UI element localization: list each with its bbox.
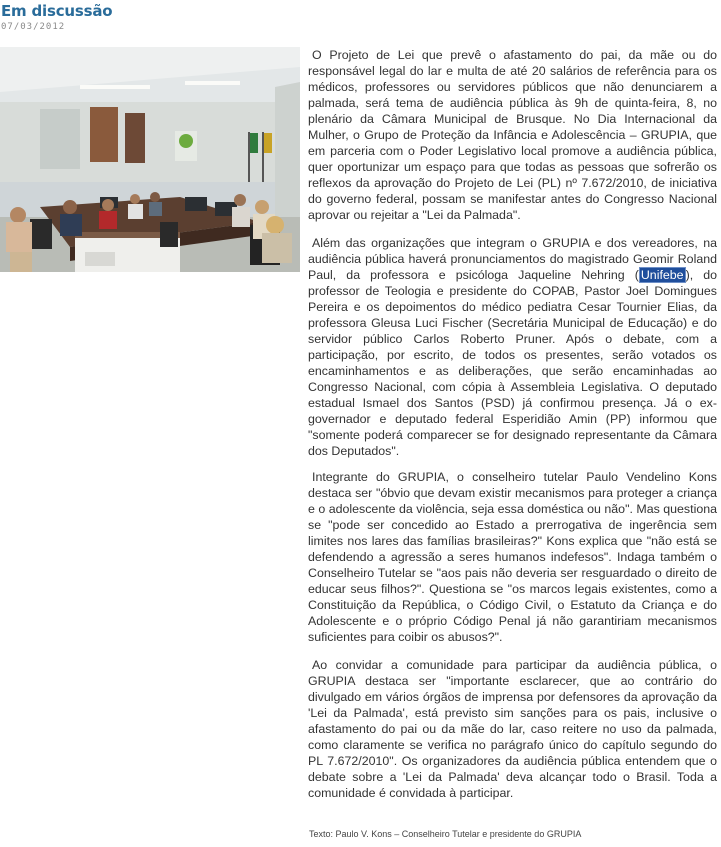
publish-date: 07/03/2012 [1, 22, 66, 32]
paragraph-1: O Projeto de Lei que prevê o afastamento do pai, da mãe ou do responsável legal do lar e multa de até 20 salários de referência para os médicos, professores ou servidores públicos que não denunciarem a palmada, será tema de audiência pública às 9h de quinta-feira, 8, no plenário da Câmara Municipal de Brusque. No Dia Internacional da Mulher, o Grupo de Proteção da Infância e Adolescência – GRUPIA, que em parceria com o Poder Legislativo local promove a audiência pública, quer oportunizar um espaço para que todas as pessoas que sofrerão os reflexos da aprovação do Projeto de Lei (PL) nº 7.672/2010, de iniciativa do governo federal, possam se manifestar antes do Congresso Nacional aprovar ou rejeitar a "Lei da Palmada". [308, 48, 717, 222]
paragraph-4: Ao convidar a comunidade para participar da audiência pública, o GRUPIA destaca ser "importante esclarecer, que ao contrário do divulgado em vários órgãos de imprensa por defensores da aprovação da 'Lei da Palmada', está previsto sim sanções para os pais, inclusive o afastamento do pai ou da mãe do lar, caso reitere no uso da palmada, como claramente se verifica no parágrafo único do capítulo segundo do PL 7.672/2010". Os organizadores da audiência pública entendem que o debate sobre a 'Lei da Palmada' deva alcançar todo o Brasil. Toda a comunidade é convidada à participar. [308, 658, 717, 800]
article-body [308, 47, 717, 813]
author-credit: Texto: Paulo V. Kons – Conselheiro Tutelar e presidente do GRUPIA [309, 829, 582, 839]
paragraph-2-text-a: Além das organizações que integram o GRUPIA e dos vereadores, na audiência pública haverá pronunciamentos do magistrado Geomir Roland Paul, da professora e psicóloga Jaqueline Nehring ( [308, 236, 717, 282]
paragraph-2-text-b: ), do professor de Teologia e presidente do COPAB, Pastor Joel Domingues Pereira e os depoimentos do médico pediatra Cesar Tournier Elias, da professora Gleusa Luci Fischer (Secretária Municipal de Educação) e do servidor público Carlos Roberto Pruner. Após o debate, com a participação, por escrito, de todos os presentes, serão votados os encaminhamentos e as deliberações, que serão encaminhadas ao Congresso Nacional, com cópia à Assembleia Legislativa. O deputado estadual Ismael dos Santos (PSD) já confirmou presença. Já o ex-governador e deputado federal Esperidião Amin (PP) informou que "somente poderá comparecer se for designado representante da Câmara dos Deputados". [308, 268, 717, 458]
highlighted-unifebe: Unifebe [640, 268, 684, 282]
paragraph-2 [308, 235, 717, 459]
meeting-photo [0, 47, 300, 272]
paragraph-3: Integrante do GRUPIA, o conselheiro tutelar Paulo Vendelino Kons destaca ser "óbvio que devam existir mecanismos para proteger a criança e o adolescente da violência, seja essa doméstica ou não". Mas questiona se "pode ser concedido ao Estado a prerrogativa de ingerência sem limites nos lares das famílias brasileiras?" Kons explica que "não está se defendendo a agressão a seres humanos indefesos". Indaga também o Conselheiro Tutelar se "aos pais não deveria ser resguardado o direito de educar seus filhos?". Questiona se "os marcos legais existentes, como a Constituição da República, o Código Civil, o Estatuto da Criança e do Adolescente e o próprio Código Penal já não garantiriam mecanismos suficientes para coibir os abusos?". [308, 470, 717, 644]
page-title: Em discussão [1, 2, 113, 20]
